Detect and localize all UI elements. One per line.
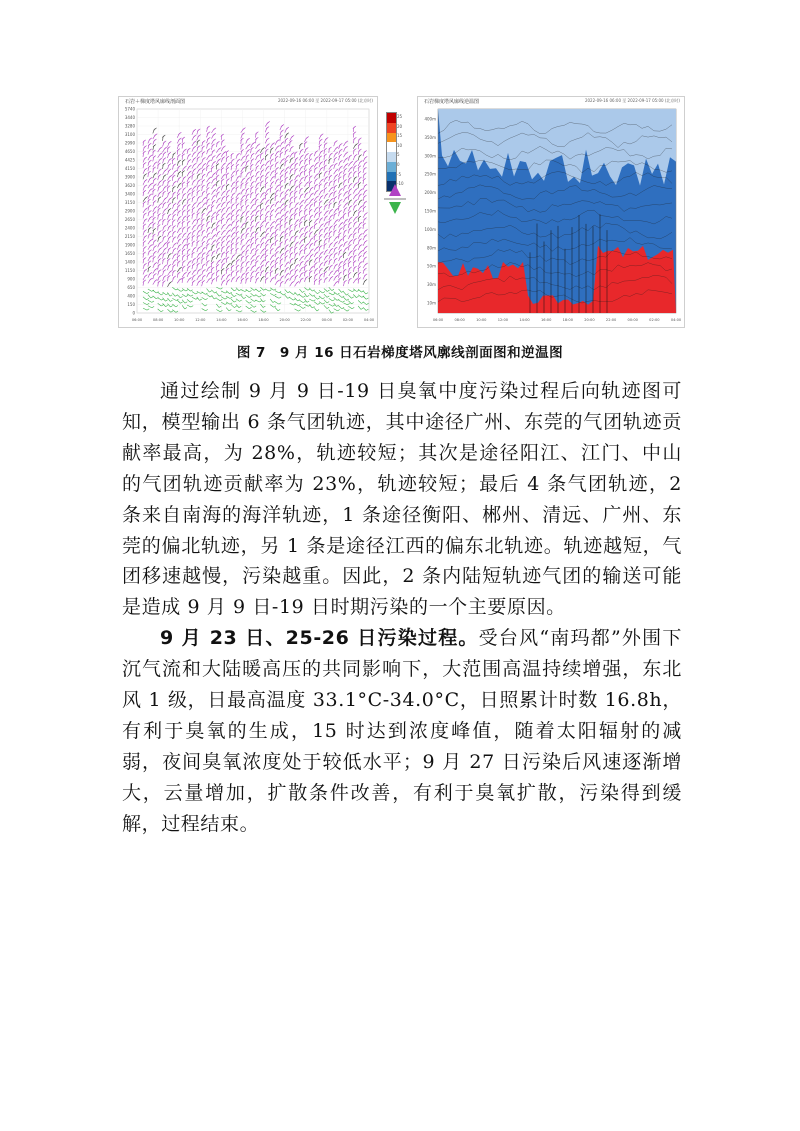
y-tick-label: 1900 xyxy=(124,242,135,248)
x-tick-label: 04:00 xyxy=(363,318,375,322)
x-tick-label: 20:00 xyxy=(584,318,595,322)
y-tick-label: 0 xyxy=(132,310,135,316)
y-tick-label: 2150 xyxy=(124,234,135,239)
wind-profile-title: 石岩＋梯度塔风廓线剖面图 xyxy=(125,99,186,105)
y-tick-label: 2650 xyxy=(124,217,135,222)
y-tick-label: 400m xyxy=(424,116,436,122)
y-tick-label: 10m xyxy=(427,300,436,306)
y-tick-label: 3440 xyxy=(124,115,135,120)
y-tick-label: 1650 xyxy=(124,251,135,256)
y-tick-label: 1150 xyxy=(124,268,135,273)
paragraph-1 xyxy=(122,376,682,623)
legend-swatch xyxy=(387,142,396,152)
x-tick-label: 02:00 xyxy=(342,318,354,322)
x-tick-label: 18:00 xyxy=(562,318,573,322)
legend-ticks xyxy=(397,112,404,189)
legend-tick: -10 xyxy=(397,181,404,187)
legend-colorbar xyxy=(386,112,397,192)
y-tick-label: 250m xyxy=(424,171,436,177)
x-tick-label: 12:00 xyxy=(497,318,509,322)
x-tick-label: 16:00 xyxy=(237,318,248,322)
x-tick-label: 22:00 xyxy=(300,318,311,322)
y-tick-label: 3900 xyxy=(124,174,135,180)
y-tick-label: 150 xyxy=(127,302,135,307)
x-tick-label: 08:00 xyxy=(454,318,465,322)
y-tick-label: 3150 xyxy=(124,200,135,205)
x-tick-label: 00:00 xyxy=(627,318,638,322)
y-tick-label: 4425 xyxy=(124,157,135,163)
inversion-date: 2022-09-16 06:00 至 2022-09-17 05:00 (北京时) xyxy=(584,98,680,103)
y-tick-label: 4150 xyxy=(124,166,135,171)
x-tick-label: 06:00 xyxy=(131,318,143,322)
paragraph-2-lead: 9 月 23 日、25-26 日污染过程。 xyxy=(160,627,479,650)
legend-tick: 0 xyxy=(397,161,400,167)
y-tick-label: 3620 xyxy=(124,183,135,188)
x-tick-label: 02:00 xyxy=(649,318,660,322)
paragraph-2 xyxy=(122,623,682,839)
y-tick-label: 30m xyxy=(427,282,436,288)
wind-profile-panel xyxy=(118,96,378,328)
legend-swatch xyxy=(387,123,396,133)
y-tick-label: 2900 xyxy=(124,208,135,214)
x-tick-label: 08:00 xyxy=(152,318,164,322)
body-text xyxy=(122,376,682,840)
inversion-title: 石岩梯度塔风廓线逆温图 xyxy=(424,99,480,105)
y-tick-label: 650 xyxy=(127,285,135,290)
x-tick-label: 00:00 xyxy=(321,318,332,322)
y-tick-label: 3280 xyxy=(124,123,135,129)
legend-swatch xyxy=(387,133,396,143)
y-tick-label: 5740 xyxy=(124,106,135,112)
legend-tick: -5 xyxy=(397,171,401,177)
inversion-panel xyxy=(417,96,685,328)
paragraph-1-text: 通过绘制 9 月 9 日-19 日臭氧中度污染过程后向轨迹图可知，模型输出 6 条气团轨迹，其中途径广州、东莞的气团轨迹贡献率最高，为 28%，轨迹较短；其次是途径阳江、江门、中山的气团轨迹贡献率为 23%，轨迹较短；最后 4 条气团轨迹，2 条来自南海的海洋轨迹，1 条途径衡阳、郴州、清远、广州、东莞的偏北轨迹，另 1 条是途径江西的偏东北轨迹。轨迹越短，气团移速越慢，污染越重。因此，2 条内陆短轨迹气团的输送可能是造成 9 月 9 日-19 日时期污染的一个主要原因。 xyxy=(122,380,682,619)
x-tick-label: 14:00 xyxy=(519,318,530,322)
y-tick-label: 4650 xyxy=(124,149,135,154)
y-tick-label: 1400 xyxy=(124,259,135,265)
y-tick-label: 300m xyxy=(424,153,436,159)
y-tick-label: 80m xyxy=(427,245,436,251)
y-tick-label: 150m xyxy=(424,208,436,214)
legend-tick: 20 xyxy=(397,123,403,129)
y-tick-label: 400 xyxy=(127,293,135,299)
compass-icon xyxy=(382,182,408,216)
x-tick-label: 06:00 xyxy=(432,318,444,322)
legend-tick: 5 xyxy=(397,152,400,158)
figure-caption: 图 7 9 月 16 日石岩梯度塔风廓线剖面图和逆温图 xyxy=(236,345,564,361)
x-tick-label: 16:00 xyxy=(541,318,552,322)
inversion-chart xyxy=(418,97,684,327)
legend-swatch xyxy=(387,113,396,123)
y-tick-label: 3400 xyxy=(124,191,135,197)
wind-profile-chart xyxy=(119,97,377,327)
y-tick-label: 2400 xyxy=(124,225,135,231)
x-tick-label: 22:00 xyxy=(605,318,617,322)
x-tick-label: 14:00 xyxy=(216,318,227,322)
legend-tick: 25 xyxy=(397,114,403,119)
x-tick-label: 18:00 xyxy=(258,318,269,322)
wind-profile-date: 2022-09-16 06:00 至 2022-09-17 05:00 (北京时) xyxy=(277,98,373,103)
x-tick-label: 12:00 xyxy=(195,318,206,322)
legend-tick: 10 xyxy=(397,142,403,148)
legend-swatch xyxy=(387,162,396,172)
y-tick-label: 50m xyxy=(427,263,436,269)
x-tick-label: 20:00 xyxy=(279,318,290,322)
legend-tick: 15 xyxy=(397,133,403,139)
figure-7 xyxy=(118,96,683,334)
y-tick-label: 200m xyxy=(424,190,436,196)
y-tick-label: 100m xyxy=(424,226,436,232)
x-tick-label: 04:00 xyxy=(670,318,682,322)
y-tick-label: 350m xyxy=(424,134,436,140)
paragraph-2-text: 受台风“南玛都”外围下沉气流和大陆暖高压的共同影响下，大范围高温持续增强，东北风 1 级，日最高温度 33.1°C-34.0°C，日照累计时数 16.8h，有利于臭氧的生成，15 时达到浓度峰值，随着太阳辐射的减弱，夜间臭氧浓度处于较低水平；9 月 27 日污染后风速逐渐增大，云量增加，扩散条件改善，有利于臭氧扩散，污染得到缓解，过程结束。 xyxy=(122,627,682,835)
y-tick-label: 3100 xyxy=(124,132,135,137)
y-tick-label: 2990 xyxy=(124,140,135,146)
x-tick-label: 10:00 xyxy=(476,318,487,322)
x-tick-label: 10:00 xyxy=(174,318,185,322)
legend-swatch xyxy=(387,152,396,162)
legend-swatch xyxy=(387,172,396,182)
y-tick-label: 900 xyxy=(127,276,135,282)
